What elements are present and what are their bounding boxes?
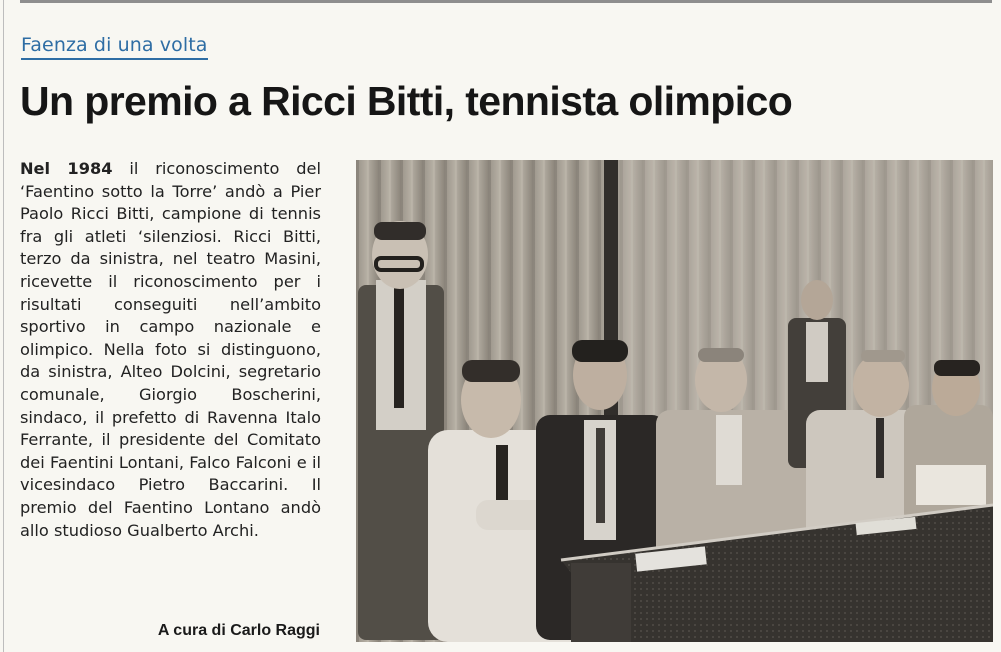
article-body-text: il riconoscimento del ‘Faentino sotto la Torre’ andò a Pier Paolo Ricci Bitti, campione di tennis fra gli atleti ‘silenziosi. Ricci Bitti, terzo da sinistra, nel teatro Masini, ricevette il riconoscimento per i risultati conseguiti nell’ambito sportivo in campo nazionale e olimpico. Nella foto si distinguono, da sinistra, Alteo Dolcini, segretario comunale, Giorgio Boscherini, sindaco, il prefetto di Ravenna Italo Ferrante, il presidente del Comitato dei Faentini Lontani, Falco Falconi e il vicesindaco Pietro Baccarini. Il premio del Faentino Lontano andò allo studioso Gualberto Archi. (20, 159, 321, 540)
article-lead: Nel 1984 (20, 159, 113, 178)
top-rule (20, 0, 992, 3)
column-divider (3, 0, 4, 652)
article-byline: A cura di Carlo Raggi (157, 622, 320, 639)
article-photo (356, 160, 993, 642)
article-headline: Un premio a Ricci Bitti, tennista olimpico (20, 78, 793, 124)
article-body (20, 158, 321, 542)
section-kicker: Faenza di una volta (21, 34, 208, 60)
